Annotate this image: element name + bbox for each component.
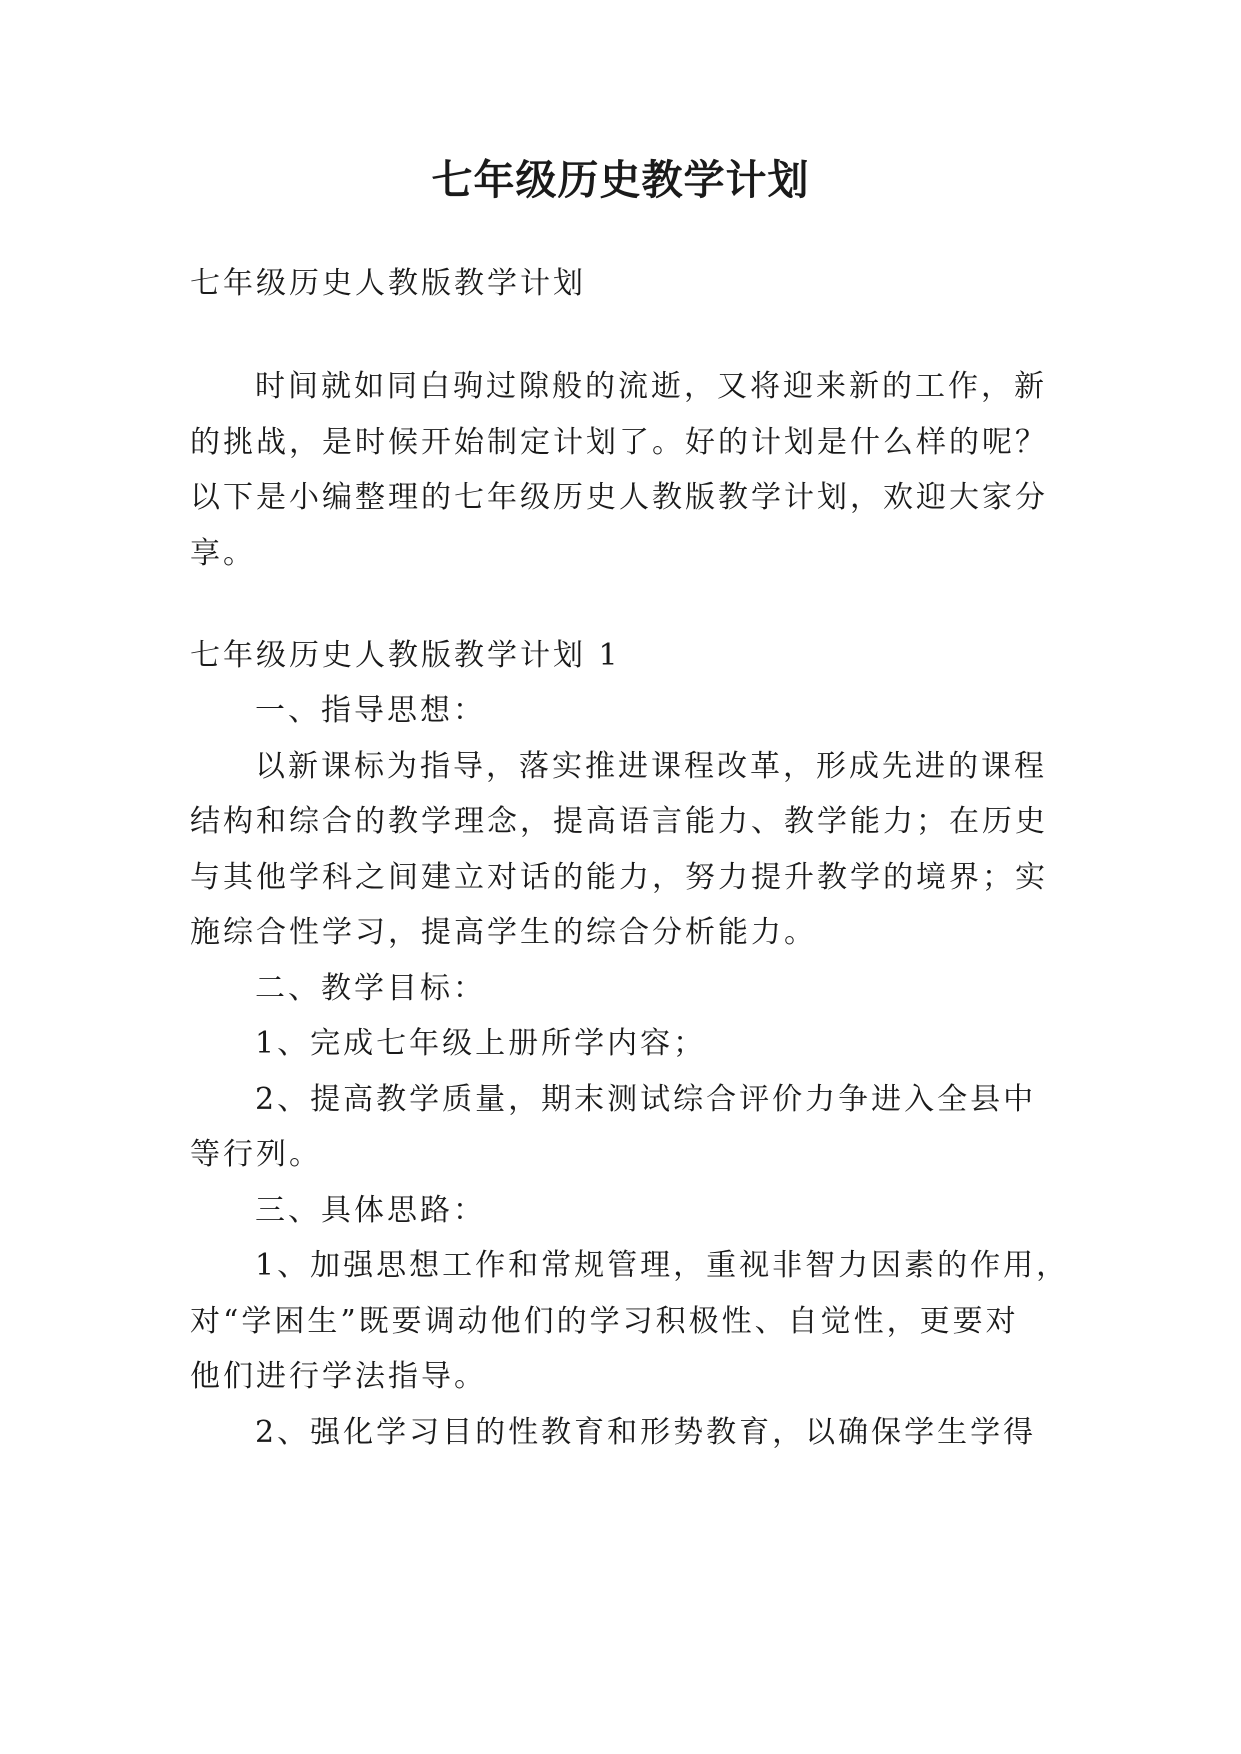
intro-line-4: 享。 [190, 536, 256, 571]
subtitle-line: 七年级历史人教版教学计划 [190, 266, 586, 301]
body-line-2: 结构和综合的教学理念，提高语言能力、教学能力；在历史 [190, 804, 1048, 839]
heading-teaching-goals: 二、教学目标： [255, 971, 486, 1006]
approach-line-4: 2、强化学习目的性教育和形势教育，以确保学生学得 [255, 1415, 1037, 1450]
approach-line-2: 对“学困生”既要调动他们的学习积极性、自觉性，更要对 [190, 1304, 1019, 1339]
intro-line-2: 的挑战，是时候开始制定计划了。好的计划是什么样的呢？ [190, 425, 1048, 460]
goal-line-1: 1、完成七年级上册所学内容； [255, 1026, 707, 1061]
intro-line-1: 时间就如同白驹过隙般的流逝，又将迎来新的工作，新 [255, 369, 1047, 404]
body-line-4: 施综合性学习，提高学生的综合分析能力。 [190, 915, 817, 950]
document-title: 七年级历史教学计划 [431, 156, 810, 204]
heading-specific-approach: 三、具体思路： [255, 1193, 486, 1228]
body-line-1: 以新课标为指导，落实推进课程改革，形成先进的课程 [255, 749, 1047, 784]
approach-line-3: 他们进行学法指导。 [190, 1359, 487, 1394]
section-heading: 七年级历史人教版教学计划 1 [190, 638, 621, 673]
goal-line-3: 等行列。 [190, 1137, 322, 1172]
heading-guiding-ideology: 一、指导思想： [255, 693, 486, 728]
body-line-3: 与其他学科之间建立对话的能力，努力提升教学的境界；实 [190, 860, 1048, 895]
intro-line-3: 以下是小编整理的七年级历史人教版教学计划，欢迎大家分 [190, 480, 1048, 515]
approach-line-1: 1、加强思想工作和常规管理，重视非智力因素的作用， [255, 1248, 1070, 1283]
goal-line-2: 2、提高教学质量，期末测试综合评价力争进入全县中 [255, 1082, 1037, 1117]
